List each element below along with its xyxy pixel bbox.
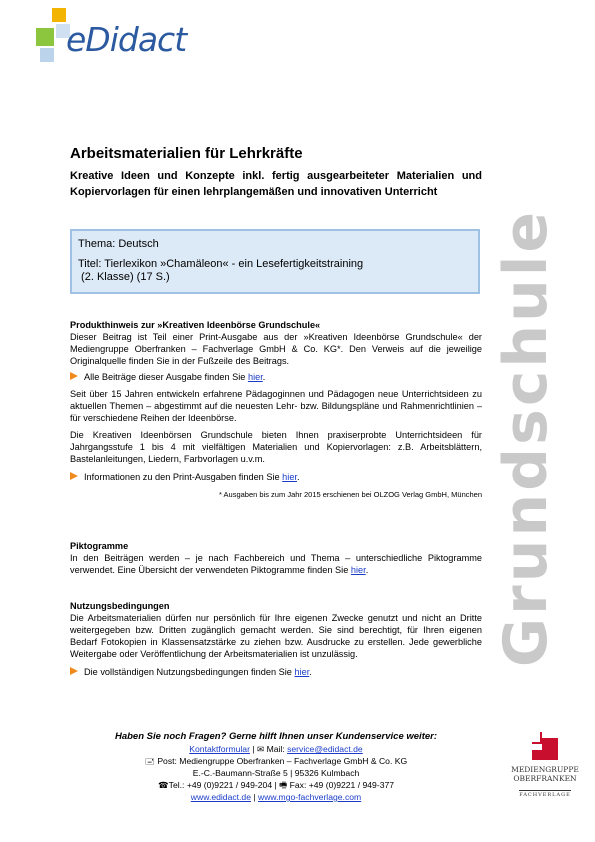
arrow-right-icon	[70, 667, 78, 675]
info-title-2: (2. Klasse) (17 S.)	[78, 271, 170, 283]
arrow-right-icon	[70, 472, 78, 480]
produkt-bullet1-text: Alle Beiträge dieser Ausgabe finden Sie	[84, 372, 248, 382]
arrow-right-icon	[70, 372, 78, 380]
side-label-grundschule	[474, 188, 584, 688]
web-link-mgo[interactable]: www.mgo-fachverlage.com	[258, 792, 362, 802]
produkt-para3: Die Kreativen Ideenbörsen Grundschule bieten Ihnen praxiserprobte Unterrichtsideen für Jahrgangsstufe 1 bis 4 mit vielfältigen Materialien und Kopiervorlagen: z.B. Arbeitsblättern, Bastelanleitungen, Liedern, Farbvorlagen u.v.m.	[70, 430, 482, 464]
fax-number: Fax: +49 (0)9221 / 949-377	[289, 780, 395, 790]
section-nutzungsbedingungen	[70, 600, 482, 678]
produkt-para1: Dieser Beitrag ist Teil einer Print-Ausgabe aus der »Kreativen Ideenbörse Grundschule« der Mediengruppe Oberfranken – Fachverlage GmbH & Co. KG*. Den Verweis auf die jeweilige Originalquelle finden Sie in der Fußzeile des Beitrags.	[70, 332, 482, 366]
publisher-name-2: OBERFRANKEN	[513, 774, 577, 783]
side-label-text: Grundschule	[491, 208, 561, 668]
piktogramme-heading: Piktogramme	[70, 541, 129, 551]
hier-link-print[interactable]: hier	[282, 472, 297, 482]
fax-icon: 🖷	[279, 780, 290, 790]
produkt-bullet2: Informationen zu den Print-Ausgaben finden Sie hier.	[70, 471, 482, 483]
publisher-name-1: MEDIENGRUPPE	[511, 765, 579, 774]
publisher-sub: FACHVERLAGE	[519, 792, 571, 798]
section-produkthinweis	[70, 319, 482, 501]
footnote: * Ausgaben bis zum Jahr 2015 erschienen bei OLZOG Verlag GmbH, München	[218, 490, 482, 499]
post-icon: 🖃	[144, 756, 158, 766]
publisher-emblem-icon	[530, 732, 560, 760]
mail-icon: ✉	[256, 744, 265, 754]
nutzung-text: Die Arbeitsmaterialien dürfen nur persönlich für Ihre eigenen Zwecke genutzt und nicht an Dritte weitergegeben bzw. Dritten zugänglich gemacht werden. Sie sind berechtigt, für Ihren eigenen Bedarf Fotokopien in Klassensatzstärke zu ziehen bzw. Ausdrucke zu erstellen. Jede gewerbliche Weitergabe oder Veröffentlichung der Arbeitsmaterialien ist unzulässig.	[70, 613, 482, 659]
produkt-bullet2-text: Informationen zu den Print-Ausgaben finden Sie	[84, 472, 283, 482]
hier-link-piktogramme[interactable]: hier	[350, 565, 366, 575]
phone-icon: ☎	[157, 780, 169, 790]
contact-footer: Haben Sie noch Fragen? Gerne hilft Ihnen unser Kundenservice weiter: Kontaktformular | ✉ Mail: service@edidact.de 🖃 Post: Mediengruppe Oberfranken – Fachverlage GmbH & Co. KG E.-C.-Baumann-Straße 5 | 95326 Kulmbach ☎Tel.: +49 (0)9221 / 949-204 | 🖷 Fax: +49 (0)9221 / 949-377 www.edidact.de | www.mgo-fachverlage.com	[70, 731, 482, 803]
edidact-logo: eDidact	[66, 20, 187, 59]
nutzung-bullet-text: Die vollständigen Nutzungsbedingungen finden Sie	[84, 667, 295, 677]
web-link-edidact[interactable]: www.edidact.de	[190, 792, 251, 802]
produkt-bullet1: Alle Beiträge dieser Ausgabe finden Sie hier.	[70, 371, 482, 383]
page-title: Arbeitsmaterialien für Lehrkräfte	[70, 145, 303, 162]
hier-link-ausgabe[interactable]: hier	[247, 372, 263, 382]
produkt-para2: Seit über 15 Jahren entwickeln erfahrene Pädagoginnen und Pädagogen neue Unterrichtsideen zu aktuellen Themen – abgestimmt auf die neuesten Lehr- bzw. Bildungspläne und Rahmenrichtlinien – für verschiedene Reihen der Ideenbörse.	[70, 389, 482, 423]
street-address: E.-C.-Baumann-Straße 5 | 95326 Kulmbach	[192, 768, 360, 778]
info-box	[70, 229, 480, 294]
contact-question: Haben Sie noch Fragen? Gerne hilft Ihnen unser Kundenservice weiter:	[114, 731, 437, 742]
info-theme: Thema: Deutsch	[78, 238, 159, 250]
nutzung-bullet: Die vollständigen Nutzungsbedingungen finden Sie hier.	[70, 666, 482, 678]
contact-form-link[interactable]: Kontaktformular	[189, 744, 250, 754]
piktogramme-text: In den Beiträgen werden – je nach Fachbereich und Thema – unterschiedliche Piktogramme verwendet. Eine Übersicht der verwendeten Piktogramme finden Sie	[70, 553, 482, 575]
nutzung-heading: Nutzungsbedingungen	[70, 601, 170, 611]
page-subtitle: Kreative Ideen und Konzepte inkl. fertig ausgearbeiteter Materialien und Kopiervorlagen für einen lehrplangemäßen und innovativen Unterricht	[70, 170, 482, 198]
phone-number: Tel.: +49 (0)9221 / 949-204	[168, 780, 273, 790]
hier-link-nutzung[interactable]: hier	[294, 667, 310, 677]
section-piktogramme: Piktogramme In den Beiträgen werden – je nach Fachbereich und Thema – unterschiedliche Piktogramme verwendet. Eine Übersicht der verwendeten Piktogramme finden Sie hier.	[70, 541, 482, 575]
mail-label: Mail:	[266, 744, 288, 754]
produkt-heading: Produkthinweis zur »Kreativen Ideenbörse Grundschule«	[70, 320, 321, 330]
post-address: Post: Mediengruppe Oberfranken – Fachverlage GmbH & Co. KG	[157, 756, 408, 766]
publisher-logo	[500, 732, 590, 807]
info-title: Titel: Tierlexikon »Chamäleon« - ein Lesefertigkeitstraining	[78, 258, 364, 270]
mail-link[interactable]: service@edidact.de	[287, 744, 363, 754]
